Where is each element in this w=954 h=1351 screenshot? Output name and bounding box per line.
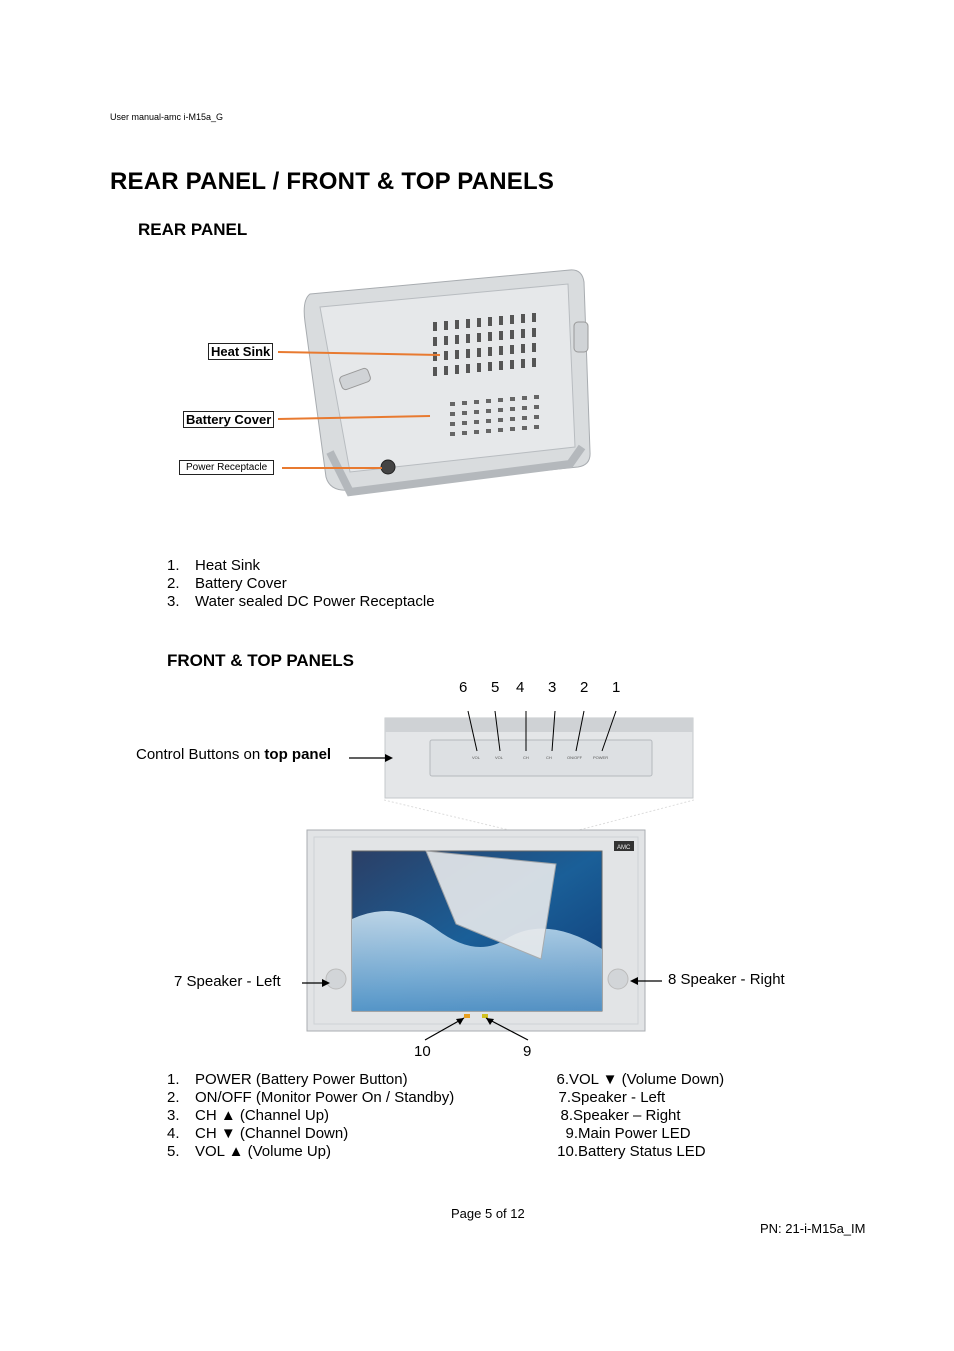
battery-cover-callout: Battery Cover (183, 411, 274, 428)
arrow-right-icon (302, 977, 330, 989)
callout-number-2: 2 (580, 679, 589, 696)
list-item: 1. POWER (Battery Power Button) (167, 1071, 408, 1088)
heat-sink-callout: Heat Sink (208, 343, 273, 360)
speaker-left-label: 7 Speaker - Left (174, 973, 281, 990)
callout-number-3: 3 (548, 679, 557, 696)
svg-text:CH: CH (523, 755, 529, 760)
callout-number-1: 1 (612, 679, 621, 696)
control-buttons-label: Control Buttons on top panel (136, 746, 332, 763)
rear-panel-illustration (150, 252, 610, 517)
list-item: 3. CH ▲ (Channel Up) (167, 1107, 330, 1124)
callout-number-4: 4 (516, 679, 525, 696)
list-item: 8. Speaker – Right (560, 1107, 681, 1124)
front-top-heading: FRONT & TOP PANELS (167, 651, 355, 670)
front-panel-list-left (167, 1071, 454, 1161)
page-title: REAR PANEL / FRONT & TOP PANELS (110, 168, 555, 195)
callout-number-5: 5 (491, 679, 500, 696)
list-item: 10. Battery Status LED (557, 1143, 706, 1160)
top-panel-illustration (384, 706, 694, 832)
list-item: 2. Battery Cover (167, 575, 287, 592)
list-item: 5. VOL ▲ (Volume Up) (167, 1143, 332, 1160)
rear-panel-list (167, 557, 435, 611)
list-item: 9. Main Power LED (565, 1125, 691, 1142)
front-panel-illustration (306, 829, 646, 1032)
callout-number-10: 10 (414, 1043, 431, 1060)
svg-text:POWER: POWER (593, 755, 609, 760)
doc-reference: User manual-amc i-M15a_G (110, 112, 224, 122)
svg-text:CH: CH (546, 755, 552, 760)
svg-text:VOL: VOL (472, 755, 481, 760)
led-arrows (420, 1012, 530, 1042)
part-number: PN: 21-i-M15a_IM (760, 1221, 866, 1236)
svg-text:VOL: VOL (495, 755, 504, 760)
list-item: 2. ON/OFF (Monitor Power On / Standby) (167, 1089, 455, 1106)
list-item: 3. Water sealed DC Power Receptacle (167, 593, 435, 610)
callout-number-6: 6 (459, 679, 468, 696)
front-panel-list-right (532, 1071, 724, 1161)
arrow-left-icon (630, 975, 662, 987)
speaker-right-label: 8 Speaker - Right (668, 971, 785, 988)
page-number: Page 5 of 12 (451, 1206, 525, 1221)
brand-mark: AMC (617, 845, 631, 851)
power-receptacle-callout: Power Receptacle (179, 460, 274, 475)
list-item: 1. Heat Sink (167, 557, 261, 574)
list-item: 4. CH ▼ (Channel Down) (167, 1125, 349, 1142)
callout-number-9: 9 (523, 1043, 532, 1060)
list-item: 7. Speaker - Left (558, 1089, 666, 1106)
rear-panel-heading: REAR PANEL (138, 220, 248, 239)
list-item: 6. VOL ▼ (Volume Down) (556, 1071, 725, 1088)
arrow-right-icon (349, 752, 393, 764)
svg-text:ON/OFF: ON/OFF (567, 755, 583, 760)
